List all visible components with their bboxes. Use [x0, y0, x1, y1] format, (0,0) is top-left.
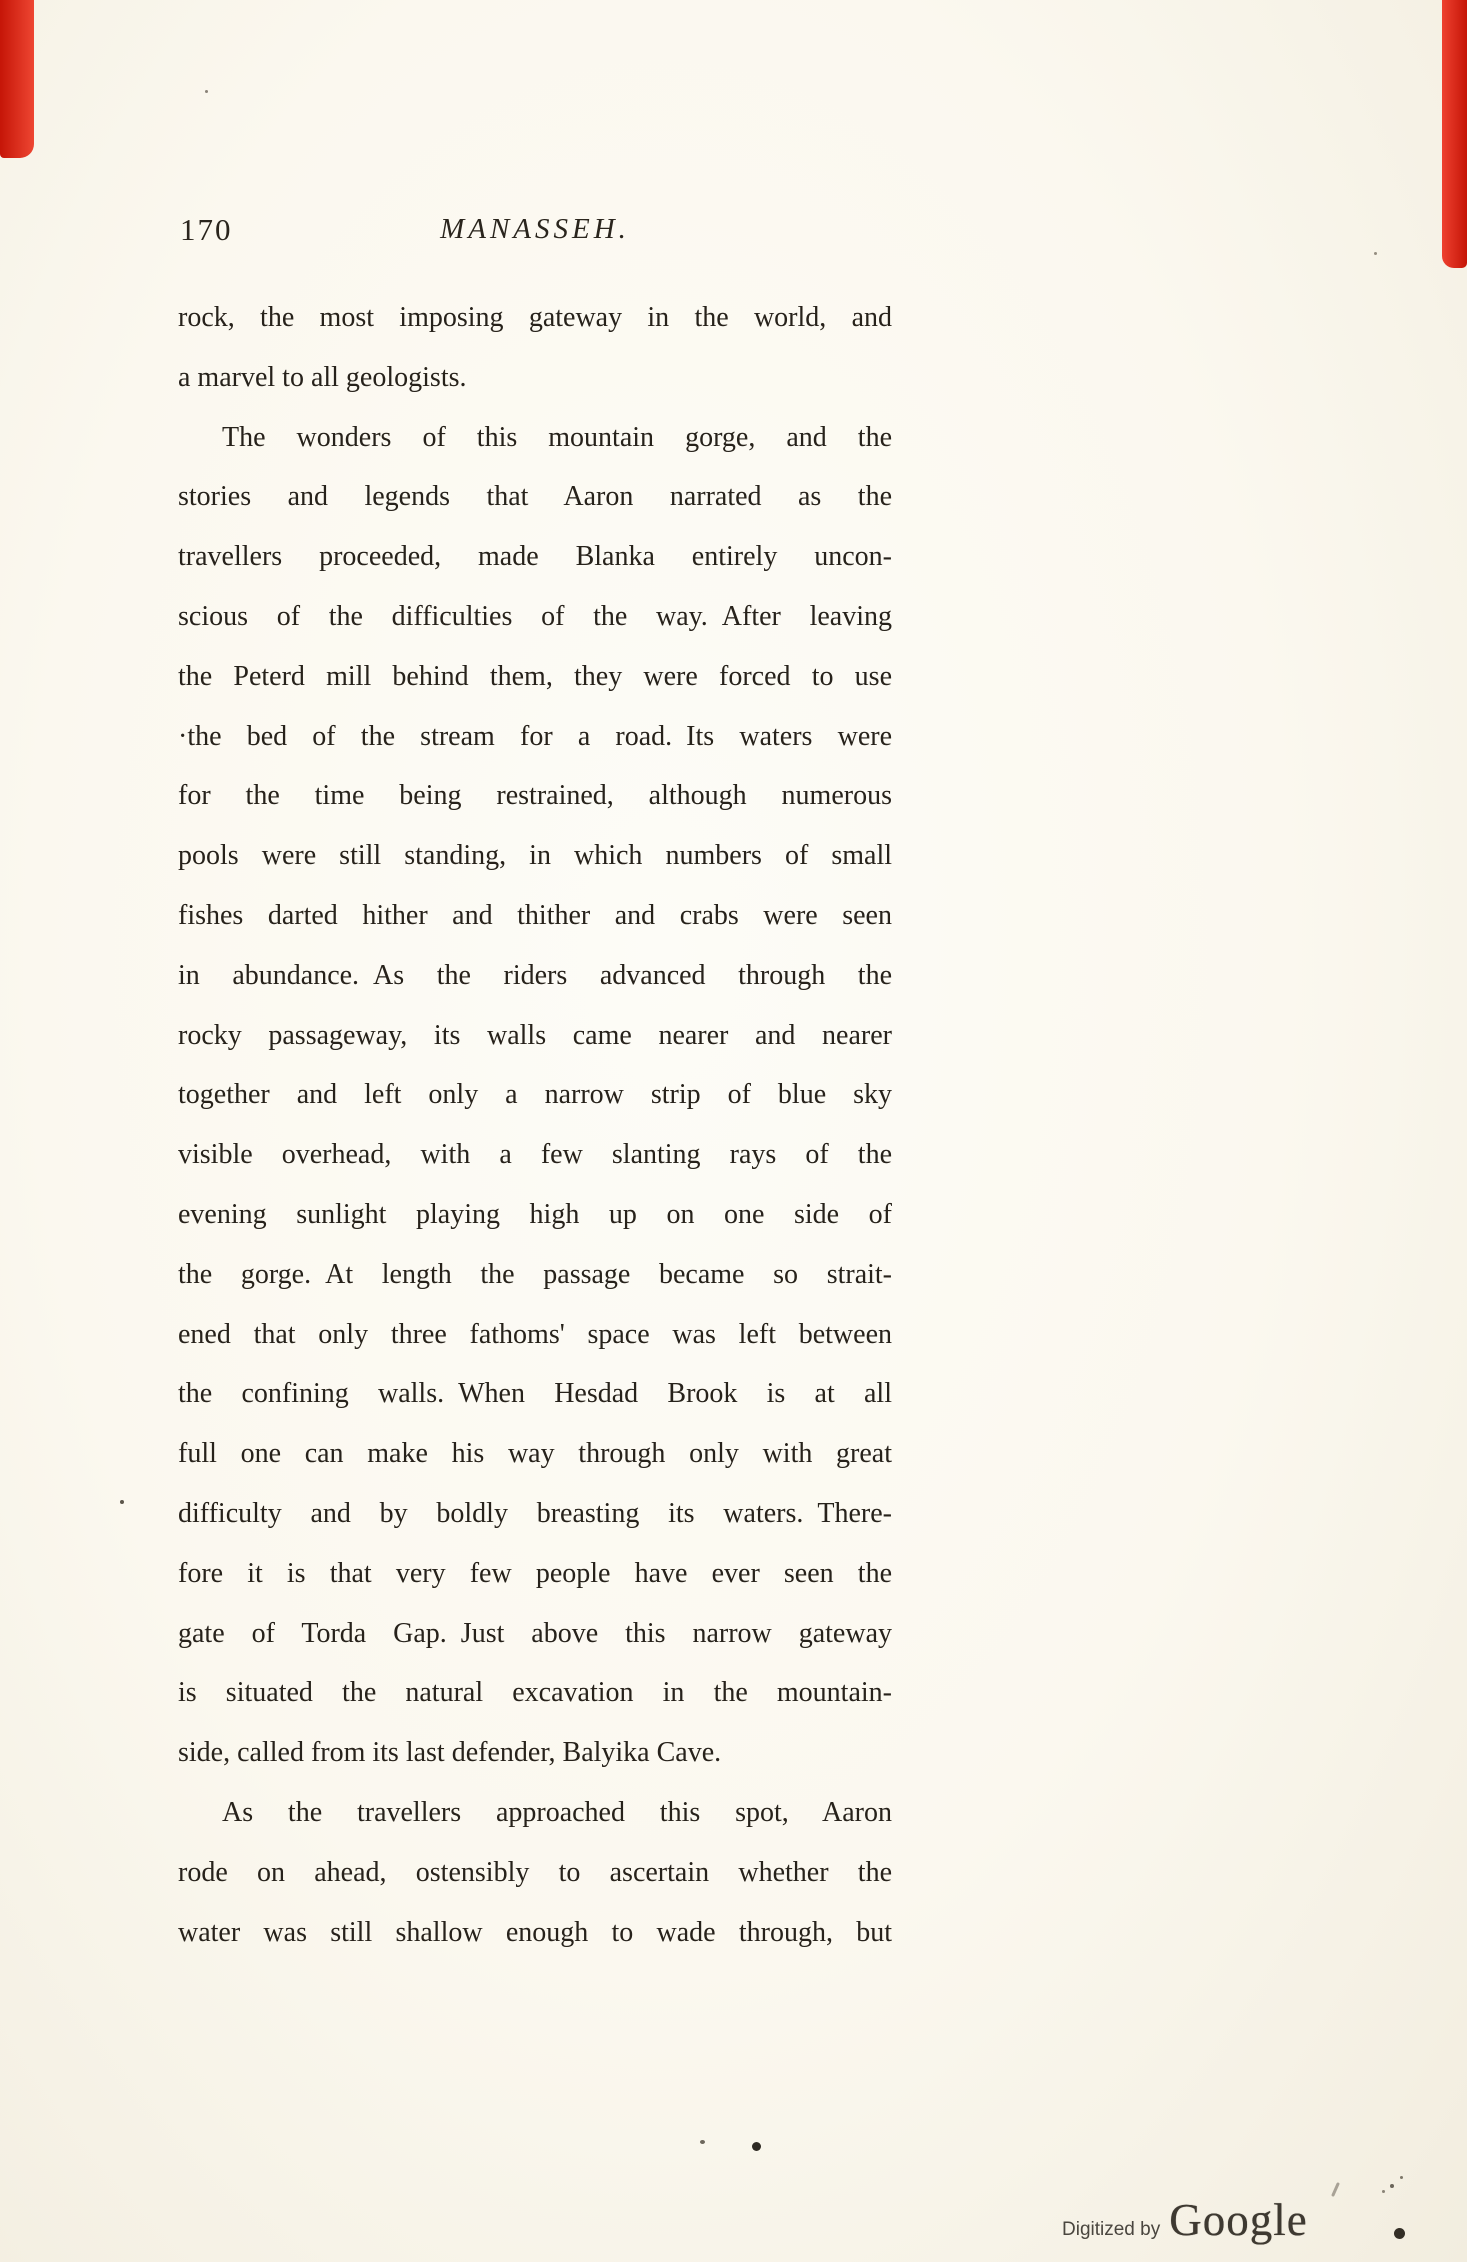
ink-speck — [120, 1500, 124, 1504]
text-line: fishes darted hither and thither and crabs were seen — [178, 899, 892, 931]
digitized-by-mark — [1062, 2194, 1308, 2246]
text-line: ·the bed of the stream for a road. Its waters were — [178, 720, 892, 752]
text-line: gate of Torda Gap. Just above this narrow gateway — [178, 1617, 892, 1649]
text-line: is situated the natural excavation in the mountain- — [178, 1677, 892, 1709]
text-line: water was still shallow enough to wade through, but — [178, 1916, 892, 1948]
page-number: 170 — [180, 212, 233, 247]
page-header — [178, 212, 892, 258]
ink-speck — [700, 2140, 705, 2144]
text-line: scious of the difficulties of the way. After leaving — [178, 600, 892, 632]
text-line: visible overhead, with a few slanting rays of the — [178, 1139, 892, 1171]
text-block — [178, 288, 892, 1962]
text-line: side, called from its last defender, Balyika Cave. — [178, 1737, 722, 1769]
text-line: The wonders of this mountain gorge, and the — [222, 421, 892, 453]
ink-speck — [1390, 2184, 1394, 2188]
text-line: travellers proceeded, made Blanka entirely uncon- — [178, 541, 892, 573]
text-line: stories and legends that Aaron narrated as the — [178, 481, 892, 513]
text-line: rode on ahead, ostensibly to ascertain whether the — [178, 1856, 892, 1888]
text-line: difficulty and by boldly breasting its waters. There- — [178, 1497, 892, 1529]
text-line: rocky passageway, its walls came nearer and nearer — [178, 1019, 892, 1051]
text-line: the gorge. At length the passage became so strait- — [178, 1258, 892, 1290]
text-line: ened that only three fathoms' space was left between — [178, 1318, 892, 1350]
red-page-edge-top-left — [0, 0, 34, 158]
text-line: As the travellers approached this spot, Aaron — [222, 1796, 892, 1828]
text-line: the Peterd mill behind them, they were forced to use — [178, 660, 892, 692]
text-line: in abundance. As the riders advanced through the — [178, 959, 892, 991]
ink-speck — [752, 2142, 761, 2151]
text-line: evening sunlight playing high up on one side of — [178, 1198, 892, 1230]
text-line: full one can make his way through only with great — [178, 1438, 892, 1470]
text-line: fore it is that very few people have ever seen the — [178, 1557, 892, 1589]
text-line: for the time being restrained, although numerous — [178, 780, 892, 812]
text-line: a marvel to all geologists. — [178, 361, 467, 393]
ink-speck — [1331, 2182, 1340, 2197]
text-line: rock, the most imposing gateway in the world, and — [178, 302, 892, 333]
ink-speck — [1374, 252, 1377, 255]
digitized-by-label: Digitized by — [1062, 2219, 1161, 2240]
ink-speck — [1382, 2190, 1385, 2193]
ink-speck — [205, 90, 208, 93]
text-line: together and left only a narrow strip of blue sky — [178, 1079, 892, 1111]
text-line: pools were still standing, in which numbers of small — [178, 840, 892, 872]
red-page-edge-top-right — [1442, 0, 1467, 268]
ink-speck — [1394, 2228, 1405, 2239]
ink-speck — [1400, 2176, 1403, 2179]
running-title: MANASSEH. — [440, 213, 630, 245]
google-logo: Google — [1169, 2195, 1308, 2245]
text-line: the confining walls. When Hesdad Brook is at all — [178, 1378, 892, 1410]
